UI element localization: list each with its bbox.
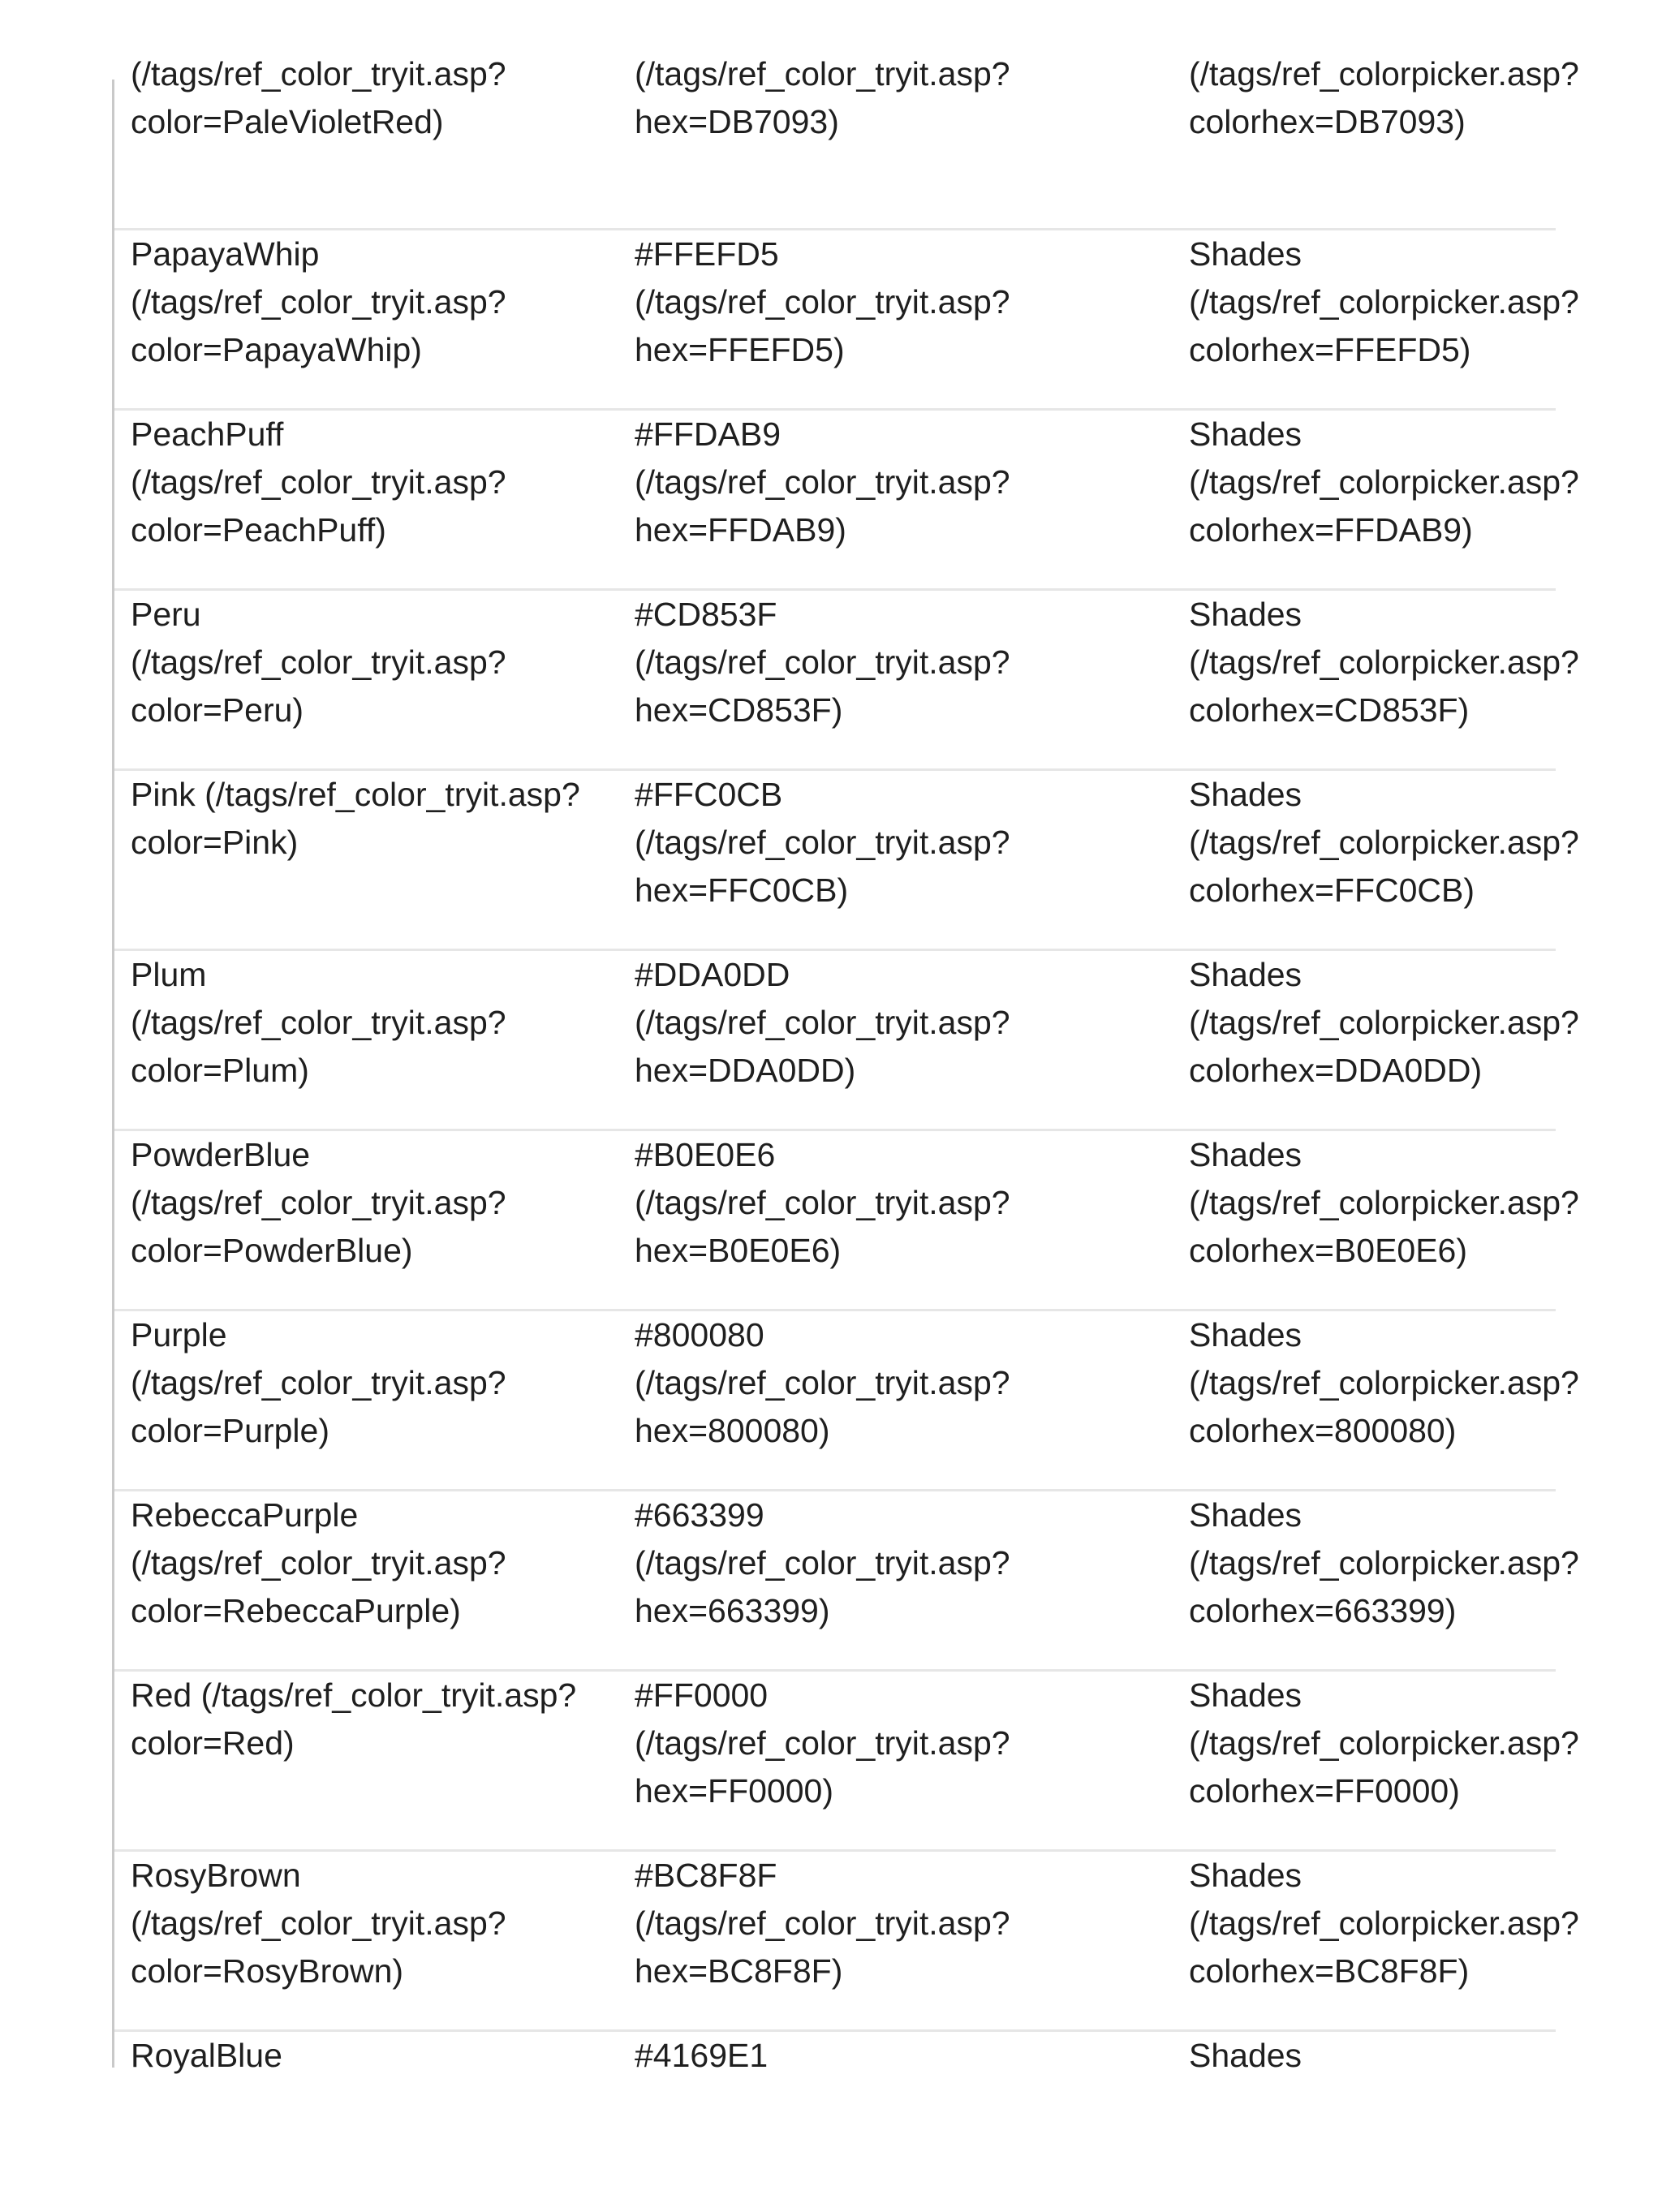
color-shades-link[interactable] xyxy=(1189,1131,1595,1275)
color-hex-link[interactable] xyxy=(635,1672,1154,1815)
cell-text-line: colorhex=B0E0E6) xyxy=(1189,1232,1468,1269)
color-shades-cell xyxy=(1189,1311,1595,1455)
color-hex-cell xyxy=(635,951,1154,1095)
table-row xyxy=(114,951,1579,1131)
cell-text-line: color=Plum) xyxy=(131,1052,309,1089)
color-name-link[interactable] xyxy=(131,1131,618,1275)
color-shades-cell xyxy=(1189,2032,1595,2080)
color-hex-link[interactable] xyxy=(635,1311,1154,1455)
color-hex-cell xyxy=(635,771,1154,914)
cell-text-line: color=PowderBlue) xyxy=(131,1232,413,1269)
cell-text-line: (/tags/ref_color_tryit.asp? xyxy=(635,824,1010,861)
cell-text-line: (/tags/ref_color_tryit.asp? xyxy=(131,283,506,321)
cell-text-line: Shades xyxy=(1189,596,1302,633)
cell-text-line: (/tags/ref_color_tryit.asp? xyxy=(635,55,1010,93)
table-row xyxy=(114,1491,1579,1672)
cell-text-line: (/tags/ref_colorpicker.asp? xyxy=(1189,1544,1579,1582)
color-name-cell xyxy=(131,591,618,734)
color-name-link[interactable] xyxy=(131,1852,618,1995)
color-name-cell xyxy=(131,1311,618,1455)
color-shades-link[interactable] xyxy=(1189,230,1595,374)
cell-text-line: hex=B0E0E6) xyxy=(635,1232,842,1269)
color-shades-cell xyxy=(1189,50,1595,146)
cell-text-line: hex=663399) xyxy=(635,1592,830,1629)
cell-text-line: (/tags/ref_color_tryit.asp? xyxy=(131,1544,506,1582)
color-hex-cell xyxy=(635,591,1154,734)
color-name-cell xyxy=(131,1672,618,1767)
table-row xyxy=(114,1131,1579,1311)
cell-text-line: Shades xyxy=(1189,2037,1302,2074)
color-name-link[interactable] xyxy=(131,411,618,554)
color-name-link[interactable] xyxy=(131,230,618,374)
table-row xyxy=(114,591,1579,771)
color-shades-cell xyxy=(1189,591,1595,734)
cell-text-line: (/tags/ref_color_tryit.asp? xyxy=(131,1904,506,1942)
color-name-cell xyxy=(131,771,618,867)
cell-text-line: (/tags/ref_color_tryit.asp? xyxy=(635,1544,1010,1582)
color-name-cell xyxy=(131,1131,618,1275)
table-row xyxy=(114,411,1579,591)
cell-text-line: (/tags/ref_colorpicker.asp? xyxy=(1189,1004,1579,1041)
cell-text-line: (/tags/ref_color_tryit.asp? xyxy=(635,283,1010,321)
color-shades-link[interactable] xyxy=(1189,951,1595,1095)
cell-text-line: (/tags/ref_colorpicker.asp? xyxy=(1189,824,1579,861)
cell-text-line: #DDA0DD xyxy=(635,956,790,993)
cell-text-line: colorhex=DDA0DD) xyxy=(1189,1052,1483,1089)
color-name-cell xyxy=(131,1852,618,1995)
cell-text-line: (/tags/ref_colorpicker.asp? xyxy=(1189,283,1579,321)
color-hex-link[interactable] xyxy=(635,951,1154,1095)
cell-text-line: hex=FF0000) xyxy=(635,1772,833,1810)
table-row xyxy=(114,1852,1579,2032)
cell-text-line: Shades xyxy=(1189,235,1302,273)
color-hex-link[interactable] xyxy=(635,1852,1154,1995)
table-row xyxy=(114,230,1579,411)
cell-text-line: (/tags/ref_color_tryit.asp? xyxy=(635,463,1010,501)
color-name-link[interactable] xyxy=(131,1672,618,1767)
color-name-cell xyxy=(131,411,618,554)
color-shades-cell xyxy=(1189,1852,1595,1995)
color-shades-link[interactable] xyxy=(1189,411,1595,554)
color-hex-cell xyxy=(635,1852,1154,1995)
color-hex-link[interactable] xyxy=(635,50,1154,146)
color-hex-cell xyxy=(635,1311,1154,1455)
color-hex-cell xyxy=(635,50,1154,146)
cell-text-line: colorhex=800080) xyxy=(1189,1412,1457,1449)
color-shades-cell xyxy=(1189,1131,1595,1275)
color-name-cell xyxy=(131,50,618,146)
cell-text-line: (/tags/ref_color_tryit.asp? xyxy=(635,1724,1010,1762)
cell-text-line: (/tags/ref_color_tryit.asp? xyxy=(131,1184,506,1221)
cell-text-line: hex=DB7093) xyxy=(635,103,839,140)
color-shades-cell xyxy=(1189,1491,1595,1635)
color-hex-link[interactable] xyxy=(635,1491,1154,1635)
cell-text-line: Shades xyxy=(1189,956,1302,993)
color-shades-link[interactable] xyxy=(1189,771,1595,914)
color-name-cell xyxy=(131,230,618,374)
cell-text-line: color=Peru) xyxy=(131,691,304,729)
cell-text-line: color=RosyBrown) xyxy=(131,1952,404,1990)
color-hex-link[interactable] xyxy=(635,771,1154,914)
cell-text-line: color=Purple) xyxy=(131,1412,329,1449)
cell-text-line: #FF0000 xyxy=(635,1676,769,1714)
cell-text-line: color=PaleVioletRed) xyxy=(131,103,444,140)
color-hex-cell xyxy=(635,1672,1154,1815)
cell-text-line: Plum xyxy=(131,956,207,993)
color-name-link[interactable] xyxy=(131,1491,618,1635)
cell-text-line: hex=CD853F) xyxy=(635,691,843,729)
cell-text-line: hex=800080) xyxy=(635,1412,830,1449)
color-shades-link[interactable] xyxy=(1189,1852,1595,1995)
table-row xyxy=(114,771,1579,951)
cell-text-line: #FFEFD5 xyxy=(635,235,779,273)
cell-text-line: (/tags/ref_colorpicker.asp? xyxy=(1189,1184,1579,1221)
cell-text-line: color=PapayaWhip) xyxy=(131,331,422,368)
cell-text-line: Shades xyxy=(1189,1316,1302,1353)
cell-text-line: Pink (/tags/ref_color_tryit.asp? xyxy=(131,776,580,813)
color-name-cell xyxy=(131,1491,618,1635)
cell-text-line: RebeccaPurple xyxy=(131,1496,359,1534)
color-shades-link[interactable] xyxy=(1189,1491,1595,1635)
cell-text-line: (/tags/ref_colorpicker.asp? xyxy=(1189,463,1579,501)
table-row xyxy=(114,50,1579,230)
cell-text-line: (/tags/ref_color_tryit.asp? xyxy=(131,1004,506,1041)
color-hex-link[interactable] xyxy=(635,1131,1154,1275)
color-name-link[interactable] xyxy=(131,771,618,867)
cell-text-line: (/tags/ref_color_tryit.asp? xyxy=(635,1004,1010,1041)
color-name-link[interactable] xyxy=(131,50,618,146)
cell-text-line: color=PeachPuff) xyxy=(131,511,386,549)
cell-text-line: hex=FFC0CB) xyxy=(635,871,849,909)
cell-text-line: (/tags/ref_color_tryit.asp? xyxy=(635,1904,1010,1942)
cell-text-line: PeachPuff xyxy=(131,415,284,453)
color-shades-link[interactable] xyxy=(1189,50,1595,146)
cell-text-line: (/tags/ref_color_tryit.asp? xyxy=(635,643,1010,681)
cell-text-line: (/tags/ref_color_tryit.asp? xyxy=(131,463,506,501)
cell-text-line: #663399 xyxy=(635,1496,764,1534)
color-hex-cell xyxy=(635,2032,1154,2080)
cell-text-line: colorhex=FF0000) xyxy=(1189,1772,1460,1810)
color-hex-cell xyxy=(635,1131,1154,1275)
color-table xyxy=(114,55,1579,2074)
cell-text-line: hex=FFEFD5) xyxy=(635,331,845,368)
cell-text-line: #FFC0CB xyxy=(635,776,783,813)
color-hex-cell xyxy=(635,411,1154,554)
cell-text-line: Shades xyxy=(1189,1136,1302,1173)
color-shades-link[interactable] xyxy=(1189,2032,1595,2080)
table-row xyxy=(114,1672,1579,1852)
cell-text-line: #B0E0E6 xyxy=(635,1136,776,1173)
cell-text-line: colorhex=DB7093) xyxy=(1189,103,1466,140)
cell-text-line: PowderBlue xyxy=(131,1136,311,1173)
cell-text-line: (/tags/ref_colorpicker.asp? xyxy=(1189,1724,1579,1762)
color-hex-link[interactable] xyxy=(635,591,1154,734)
cell-text-line: hex=BC8F8F) xyxy=(635,1952,843,1990)
cell-text-line: (/tags/ref_colorpicker.asp? xyxy=(1189,55,1579,93)
cell-text-line: Red (/tags/ref_color_tryit.asp? xyxy=(131,1676,577,1714)
cell-text-line: Shades xyxy=(1189,776,1302,813)
cell-text-line: Purple xyxy=(131,1316,227,1353)
cell-text-line: (/tags/ref_colorpicker.asp? xyxy=(1189,1904,1579,1942)
color-shades-cell xyxy=(1189,771,1595,914)
color-shades-link[interactable] xyxy=(1189,591,1595,734)
cell-text-line: Shades xyxy=(1189,1857,1302,1894)
cell-text-line: (/tags/ref_color_tryit.asp? xyxy=(131,643,506,681)
cell-text-line: (/tags/ref_color_tryit.asp? xyxy=(131,1364,506,1401)
color-hex-link[interactable] xyxy=(635,2032,1154,2080)
cell-text-line: #4169E1 xyxy=(635,2037,769,2074)
table-row xyxy=(114,2032,1556,2212)
cell-text-line: #CD853F xyxy=(635,596,777,633)
cell-text-line: (/tags/ref_color_tryit.asp? xyxy=(635,1364,1010,1401)
color-hex-cell xyxy=(635,230,1154,374)
color-shades-cell xyxy=(1189,230,1595,374)
color-hex-link[interactable] xyxy=(635,411,1154,554)
cell-text-line: colorhex=FFC0CB) xyxy=(1189,871,1475,909)
cell-text-line: (/tags/ref_color_tryit.asp? xyxy=(131,55,506,93)
cell-text-line: colorhex=CD853F) xyxy=(1189,691,1470,729)
color-shades-link[interactable] xyxy=(1189,1672,1595,1815)
color-name-cell xyxy=(131,951,618,1095)
color-name-cell xyxy=(131,2032,618,2080)
color-shades-cell xyxy=(1189,1672,1595,1815)
cell-text-line: #BC8F8F xyxy=(635,1857,777,1894)
color-name-link[interactable] xyxy=(131,2032,618,2080)
cell-text-line: #FFDAB9 xyxy=(635,415,781,453)
color-shades-cell xyxy=(1189,951,1595,1095)
color-shades-link[interactable] xyxy=(1189,1311,1595,1455)
cell-text-line: Shades xyxy=(1189,415,1302,453)
cell-text-line: colorhex=663399) xyxy=(1189,1592,1457,1629)
color-hex-cell xyxy=(635,1491,1154,1635)
cell-text-line: hex=FFDAB9) xyxy=(635,511,846,549)
color-name-link[interactable] xyxy=(131,591,618,734)
cell-text-line: colorhex=FFDAB9) xyxy=(1189,511,1473,549)
color-name-link[interactable] xyxy=(131,1311,618,1455)
cell-text-line: colorhex=FFEFD5) xyxy=(1189,331,1471,368)
cell-text-line: color=RebeccaPurple) xyxy=(131,1592,461,1629)
cell-text-line: PapayaWhip xyxy=(131,235,320,273)
color-name-link[interactable] xyxy=(131,951,618,1095)
cell-text-line: (/tags/ref_color_tryit.asp? xyxy=(635,1184,1010,1221)
color-hex-link[interactable] xyxy=(635,230,1154,374)
cell-text-line: hex=DDA0DD) xyxy=(635,1052,856,1089)
cell-text-line: colorhex=BC8F8F) xyxy=(1189,1952,1470,1990)
cell-text-line: Peru xyxy=(131,596,201,633)
cell-text-line: color=Red) xyxy=(131,1724,295,1762)
cell-text-line: Shades xyxy=(1189,1496,1302,1534)
cell-text-line: #800080 xyxy=(635,1316,764,1353)
color-shades-cell xyxy=(1189,411,1595,554)
cell-text-line: (/tags/ref_colorpicker.asp? xyxy=(1189,643,1579,681)
cell-text-line: (/tags/ref_colorpicker.asp? xyxy=(1189,1364,1579,1401)
cell-text-line: Shades xyxy=(1189,1676,1302,1714)
cell-text-line: RoyalBlue xyxy=(131,2037,282,2074)
cell-text-line: color=Pink) xyxy=(131,824,299,861)
cell-text-line: RosyBrown xyxy=(131,1857,301,1894)
table-row xyxy=(114,1311,1579,1491)
